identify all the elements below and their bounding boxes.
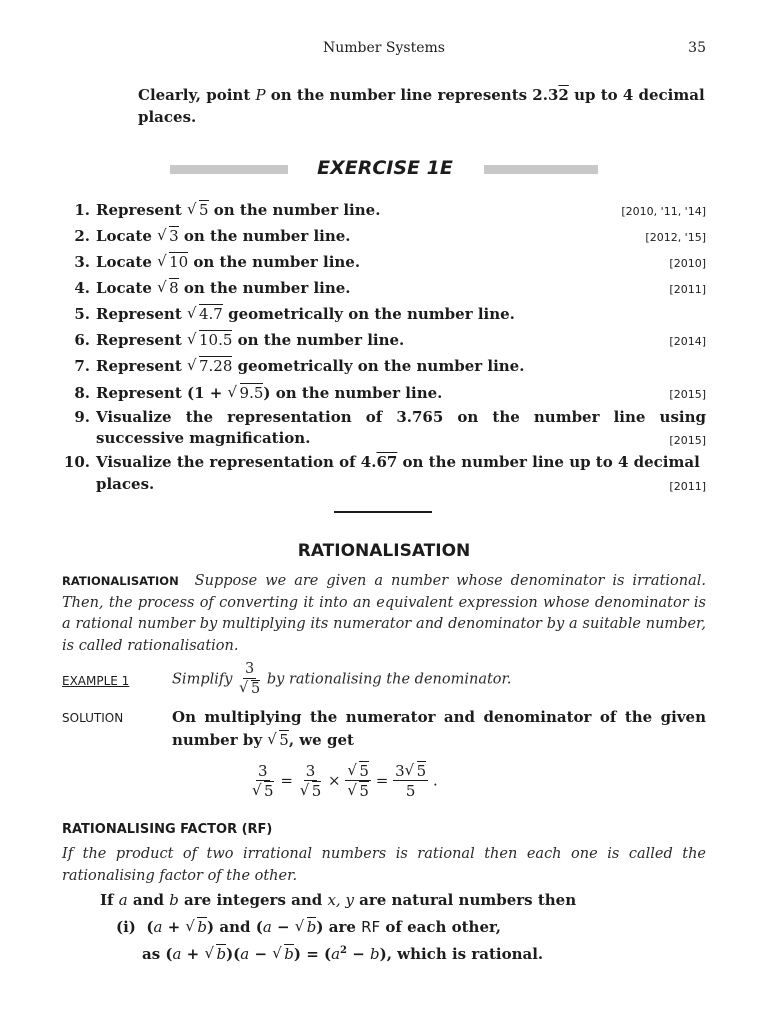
sqrt-symbol: √ 10 bbox=[157, 251, 188, 273]
exercise-title: EXERCISE 1E bbox=[317, 157, 453, 179]
question-year: [2010, '11, '14] bbox=[621, 205, 706, 218]
rf-item-i-explanation: as (a + √ b)(a − √ $b) = (a^2 - b)$, which is rational. bbox=[142, 945, 543, 963]
repeating-digit: 2 bbox=[558, 86, 569, 104]
sqrt-symbol: √ 4.7 bbox=[187, 303, 223, 325]
section-divider bbox=[334, 511, 432, 513]
repeating-digits: 67 bbox=[376, 453, 398, 471]
fraction: $\frac{3√ 5}{5}$ bbox=[393, 762, 428, 801]
sqrt-symbol: √ 3 bbox=[157, 225, 179, 247]
intro-paragraph: Clearly, point P on the number line represents 2.32 up to 4 decimal places. bbox=[138, 86, 705, 126]
fraction: 3 √ 5 bbox=[250, 762, 276, 801]
exercise-bar-right bbox=[484, 165, 598, 174]
sqrt-symbol: √ 9.5 bbox=[228, 382, 264, 404]
fraction: √ 5 √ 5 bbox=[345, 762, 371, 801]
sqrt-symbol: √ 7.28 bbox=[187, 355, 232, 377]
solution-equation: 3 √ 5 = 3 √ 5 × √ 5 √ 5 = $\frac{3√ 5}{5}$ . bbox=[250, 762, 438, 801]
solution-label: SOLUTION bbox=[62, 711, 124, 725]
example-label: EXAMPLE 1 bbox=[62, 674, 130, 688]
rf-item-i: (i) (a + √ b) and (a − √ b) are RF of each other, bbox=[116, 918, 501, 936]
rf-condition: If a and b are integers and x, y are natural numbers then bbox=[100, 891, 577, 909]
question-year: [2014] bbox=[669, 335, 706, 348]
example-question: Simplify 3 √ 5 by rationalising the denominator. bbox=[172, 660, 511, 699]
question-9: 9. Visualize the representation of 3.765 on the number line using successive magnification. [2015] bbox=[62, 406, 706, 452]
question-year: [2015] bbox=[669, 434, 706, 447]
page-number: 35 bbox=[688, 40, 706, 56]
question-10: 10. Visualize the representation of 4.67 on the number line up to 4 decimal places. [2011] bbox=[62, 451, 706, 497]
question-year: [2015] bbox=[669, 388, 706, 401]
rf-definition: If the product of two irrational numbers is rational then each one is called the rationalising factor of the other. bbox=[62, 846, 706, 884]
fraction: 3 √ 5 bbox=[298, 762, 324, 801]
rationalisation-definition: RATIONALISATION Suppose we are given a number whose denominator is irrational. Then, the process of converting it into an equivalent expression whose denominator is a rational number by multiplying its numerator and denominator by a suitable number, is called rationalisation. bbox=[62, 573, 707, 654]
sqrt-symbol: √ 10.5 bbox=[187, 329, 232, 351]
section-title: RATIONALISATION bbox=[297, 541, 471, 561]
sqrt-symbol: √ 5 bbox=[187, 199, 209, 221]
running-header: Number Systems bbox=[323, 40, 445, 56]
sqrt-symbol: √ 8 bbox=[157, 277, 179, 299]
question-year: [2011] bbox=[669, 283, 706, 296]
definition-tag: RATIONALISATION bbox=[62, 574, 179, 588]
question-year: [2011] bbox=[669, 480, 706, 493]
point-variable: P bbox=[255, 86, 266, 104]
exercise-bar-left bbox=[170, 165, 288, 174]
question-year: [2012, '15] bbox=[645, 231, 706, 244]
fraction: 3 √ 5 bbox=[237, 660, 262, 699]
sqrt-symbol: √ 5 bbox=[267, 729, 289, 752]
question-year: [2010] bbox=[669, 257, 706, 270]
solution-text: On multiplying the numerator and denominator of the given number by √ 5, we get bbox=[172, 706, 706, 752]
rf-title: RATIONALISING FACTOR (RF) bbox=[62, 822, 273, 837]
